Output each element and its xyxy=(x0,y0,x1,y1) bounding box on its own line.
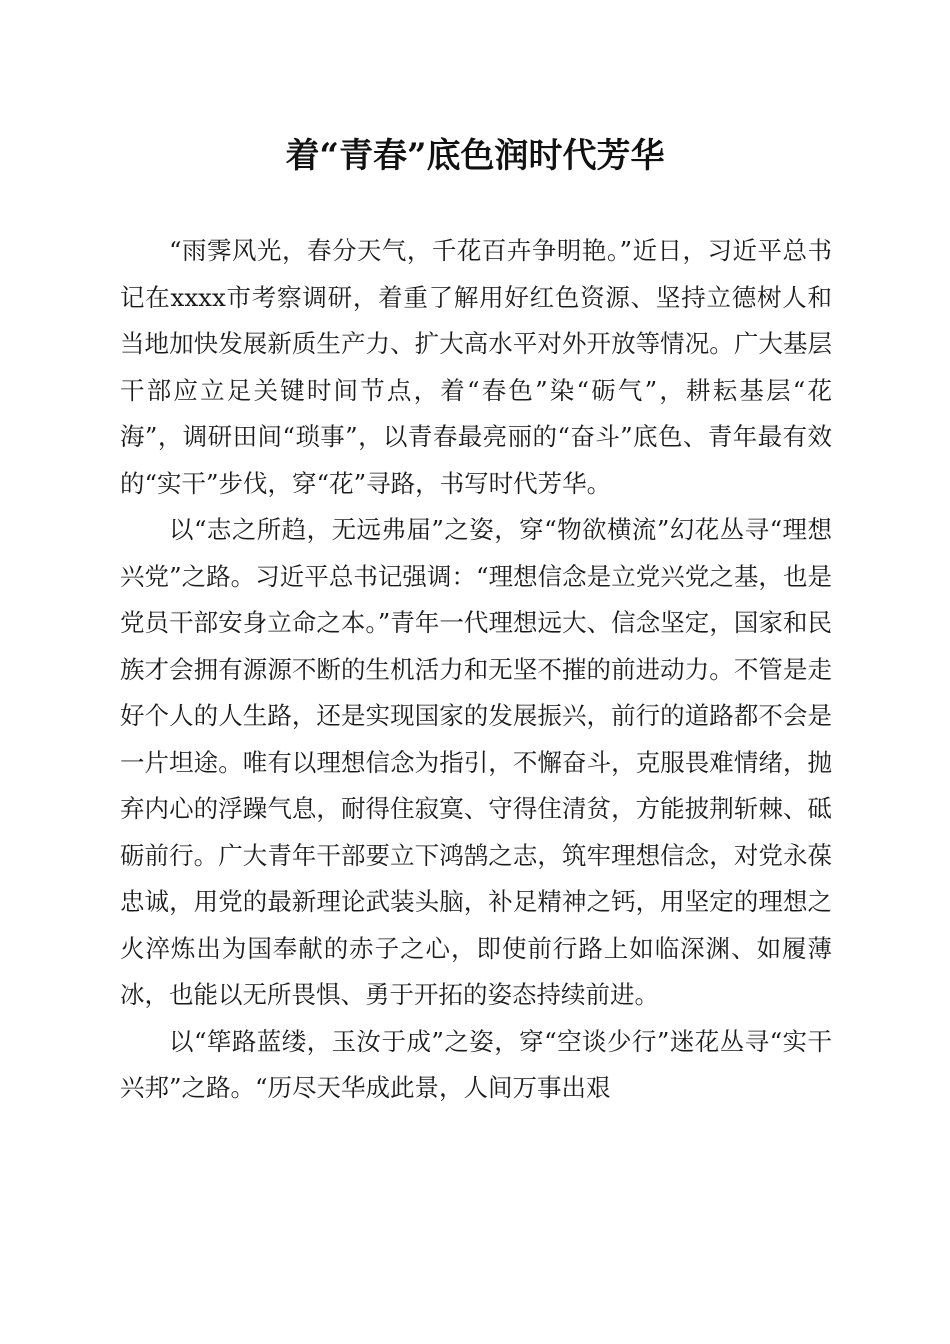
paragraph-2: 以“志之所趋，无远弗届”之姿，穿“物欲横流”幻花丛寻“理想兴党”之路。习近平总书记强调：“理想信念是立党兴党之基，也是党员干部安身立命之本。”青年一代理想远大、信念坚定，国家和民族才会拥有源源不断的生机活力和无坚不摧的前进动力。不管是走好个人的人生路，还是实现国家的发展振兴，前行的道路都不会是一片坦途。唯有以理想信念为指引，不懈奋斗，克服畏难情绪，抛弃内心的浮躁气息，耐得住寂寞、守得住清贫，方能披荆斩棘、砥砺前行。广大青年干部要立下鸿鹄之志，筑牢理想信念，对党永葆忠诚，用党的最新理论武装头脑，补足精神之钙，用坚定的理想之火淬炼出为国奉献的赤子之心，即使前行路上如临深渊、如履薄冰，也能以无所畏惧、勇于开拓的姿态持续前进。 xyxy=(120,515,832,1009)
paragraph-3: 以“筚路蓝缕，玉汝于成”之姿，穿“空谈少行”迷花丛寻“实干兴邦”之路。“历尽天华成此景，人间万事出艰 xyxy=(120,1026,832,1102)
document-title: 着“青春”底色润时代芳华 xyxy=(285,136,665,176)
paragraph-1: “雨霁风光，春分天气，千花百卉争明艳。”近日，习近平总书记在xxxx市考察调研，着重了解用好红色资源、坚持立德树人和当地加快发展新质生产力、扩大高水平对外开放等情况。广大基层干部应立足关键时间节点，着“春色”染“砺气”，耕耘基层“花海”，调研田间“琐事”，以青春最亮丽的“奋斗”底色、青年最有效的“实干”步伐，穿“花”寻路，书写时代芳华。 xyxy=(120,236,832,498)
document-body xyxy=(120,228,832,1112)
